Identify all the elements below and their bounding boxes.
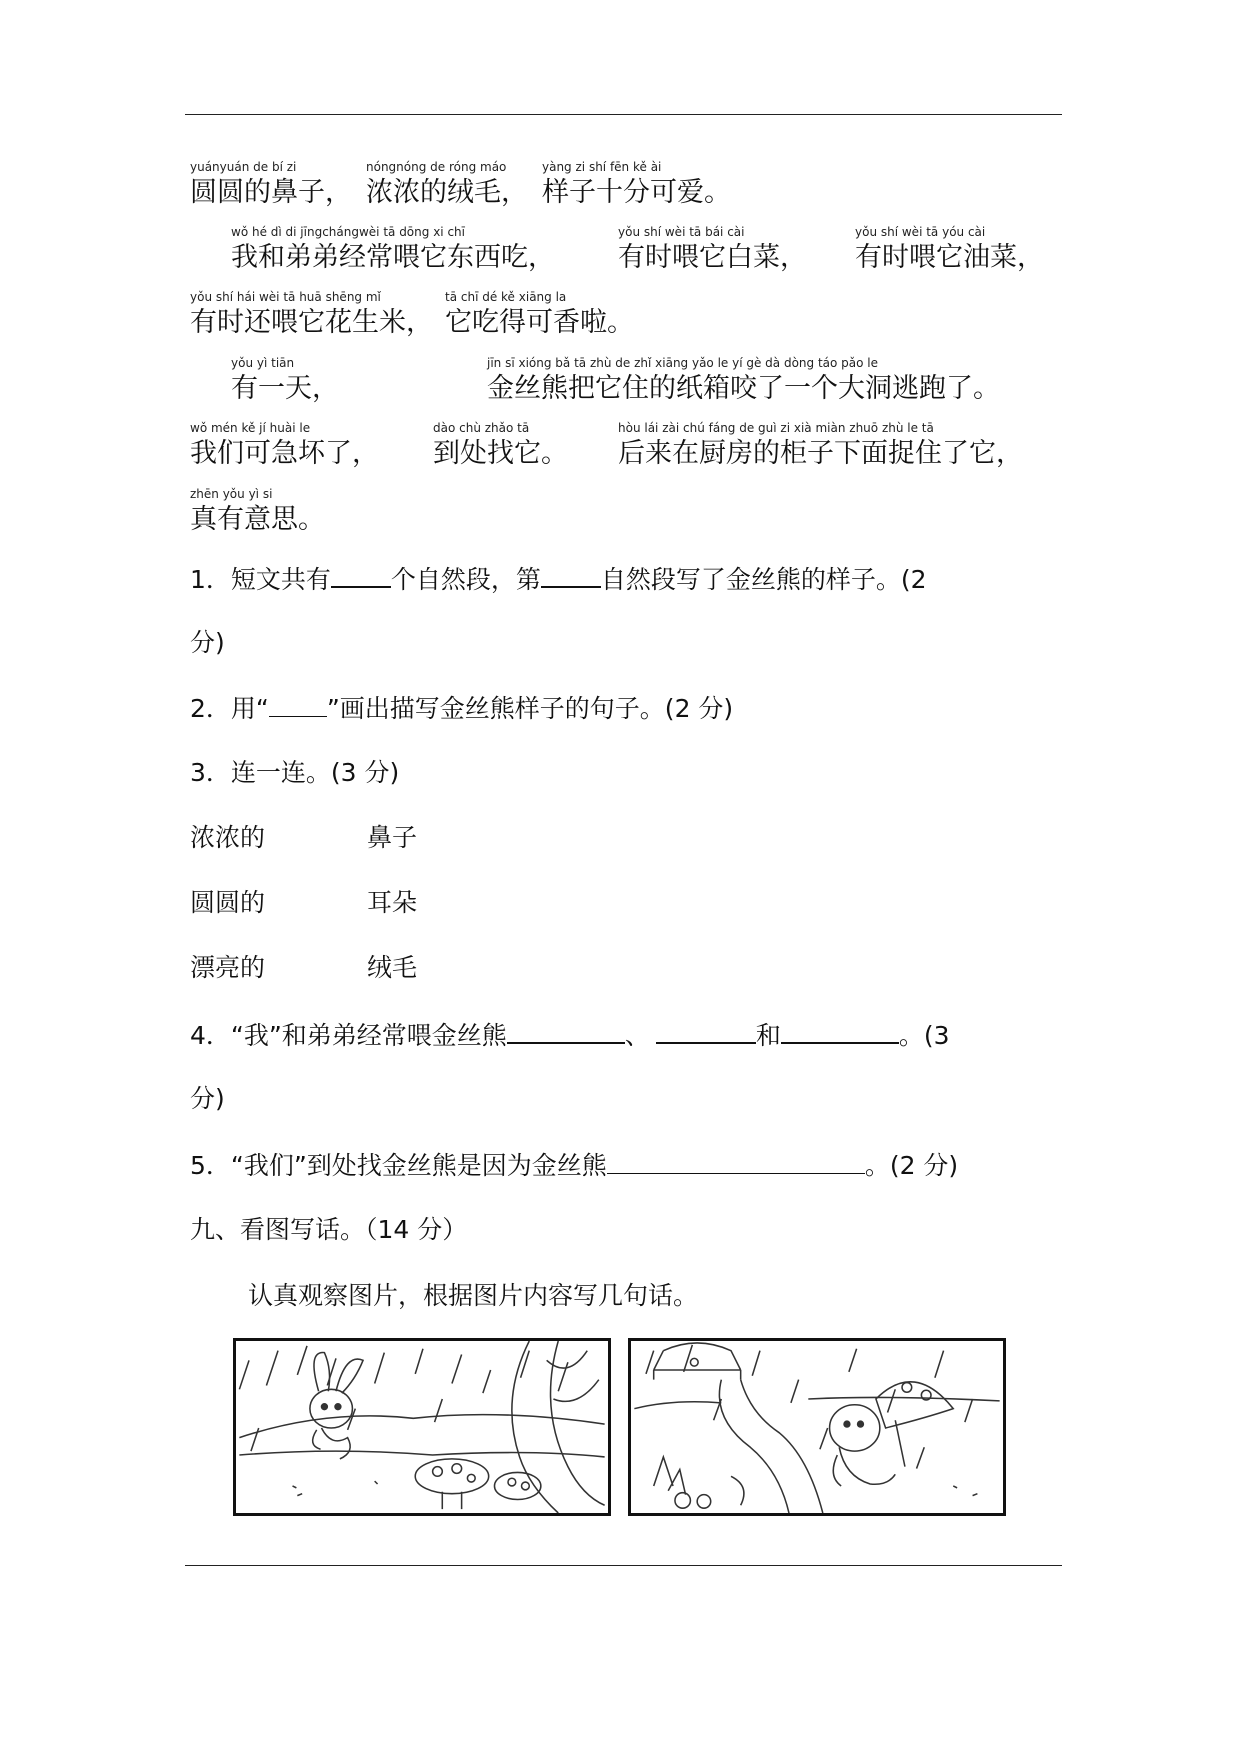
hanzi-text: 有一天，: [231, 373, 339, 404]
match-left-2[interactable]: 圆圆的: [190, 888, 266, 917]
hanzi-text: 我们可急坏了，: [190, 438, 379, 469]
question-5: [190, 1149, 958, 1182]
match-left-1[interactable]: 浓浓的: [190, 823, 266, 852]
question-2: [190, 692, 733, 725]
question-text: 和: [755, 1021, 781, 1050]
question-4: [190, 1018, 950, 1052]
question-text: 1．短文共有: [190, 565, 331, 594]
answer-blank[interactable]: [781, 1018, 899, 1044]
question-text: 2．用“: [190, 694, 269, 723]
match-left-3[interactable]: 漂亮的: [190, 953, 266, 982]
match-right-3[interactable]: 绒毛: [367, 953, 418, 982]
hanzi-text: 浓浓的绒毛，: [366, 177, 528, 208]
question-1-cont: 分): [190, 628, 225, 657]
pinyin-text: yǒu yì tiān: [231, 356, 295, 370]
question-text: 。(3: [898, 1021, 950, 1050]
hanzi-text: 后来在厨房的柜子下面捉住了它，: [618, 438, 1023, 469]
hanzi-text: 到处找它。: [433, 438, 568, 469]
answer-blank[interactable]: [331, 562, 391, 588]
pinyin-text: yǒu shí wèi tā yóu cài: [855, 225, 986, 239]
hanzi-text: 有时还喂它花生米，: [190, 307, 433, 338]
pinyin-text: wǒ hé dì di jīngchángwèi tā dōng xi chī: [231, 225, 465, 239]
question-text: 自然段写了金丝熊的样子。(2: [600, 565, 927, 594]
question-1: [190, 562, 927, 596]
bunny-with-mushroom-umbrella-picture: [628, 1338, 1006, 1516]
pinyin-text: yǒu shí hái wèi tā huā shēng mǐ: [190, 290, 381, 304]
hanzi-text: 它吃得可香啦。: [445, 307, 634, 338]
pinyin-text: yǒu shí wèi tā bái cài: [618, 225, 745, 239]
hanzi-text: 真有意思。: [190, 504, 325, 535]
pinyin-text: zhēn yǒu yì si: [190, 487, 273, 501]
pinyin-text: hòu lái zài chú fáng de guì zi xià miàn zhuō zhù le tā: [618, 421, 934, 435]
question-text: 5．“我们”到处找金丝熊是因为金丝熊: [190, 1151, 607, 1180]
question-text: 。(2 分): [864, 1151, 959, 1180]
answer-blank[interactable]: [541, 562, 601, 588]
question-text: 、: [624, 1021, 650, 1050]
answer-blank[interactable]: [656, 1018, 756, 1044]
question-3: 3．连一连。(3 分): [190, 758, 400, 787]
question-text: 4．“我”和弟弟经常喂金丝熊: [190, 1021, 507, 1050]
pinyin-text: yàng zi shí fēn kě ài: [542, 160, 662, 174]
answer-blank[interactable]: [507, 1018, 625, 1044]
hanzi-text: 圆圆的鼻子，: [190, 177, 352, 208]
pinyin-text: dào chù zhǎo tā: [433, 421, 530, 435]
section-9-heading: 九、看图写话。（14 分）: [190, 1215, 468, 1244]
bunny-in-rain-picture: [233, 1338, 611, 1516]
question-text: ”画出描写金丝熊样子的句子。(2 分): [326, 694, 734, 723]
match-right-2[interactable]: 耳朵: [367, 888, 418, 917]
hanzi-text: 样子十分可爱。: [542, 177, 731, 208]
question-4-cont: 分): [190, 1084, 225, 1113]
hanzi-text: 金丝熊把它住的纸箱咬了一个大洞逃跑了。: [487, 373, 1000, 404]
hanzi-text: 有时喂它白菜，: [618, 242, 807, 273]
hanzi-text: 我和弟弟经常喂它东西吃，: [231, 242, 555, 273]
footer-rule: [185, 1565, 1062, 1566]
pinyin-text: jīn sī xióng bǎ tā zhù de zhǐ xiāng yǎo le yí gè dà dòng táo pǎo le: [487, 356, 879, 370]
match-right-1[interactable]: 鼻子: [367, 823, 418, 852]
answer-blank[interactable]: [607, 1149, 865, 1174]
underline-sample: [269, 692, 327, 717]
header-rule: [185, 114, 1062, 115]
hanzi-text: 有时喂它油菜，: [855, 242, 1044, 273]
pinyin-text: nóngnóng de róng máo: [366, 160, 507, 174]
pinyin-text: tā chī dé kě xiāng la: [445, 290, 567, 304]
section-9-instruction: 认真观察图片，根据图片内容写几句话。: [248, 1281, 699, 1310]
pinyin-text: wǒ mén kě jí huài le: [190, 421, 311, 435]
pinyin-text: yuányuán de bí zi: [190, 160, 297, 174]
bunny-with-umbrella-illustration: [631, 1341, 1003, 1513]
bunny-in-rain-illustration: [236, 1341, 608, 1513]
question-text: 个自然段，第: [390, 565, 541, 594]
